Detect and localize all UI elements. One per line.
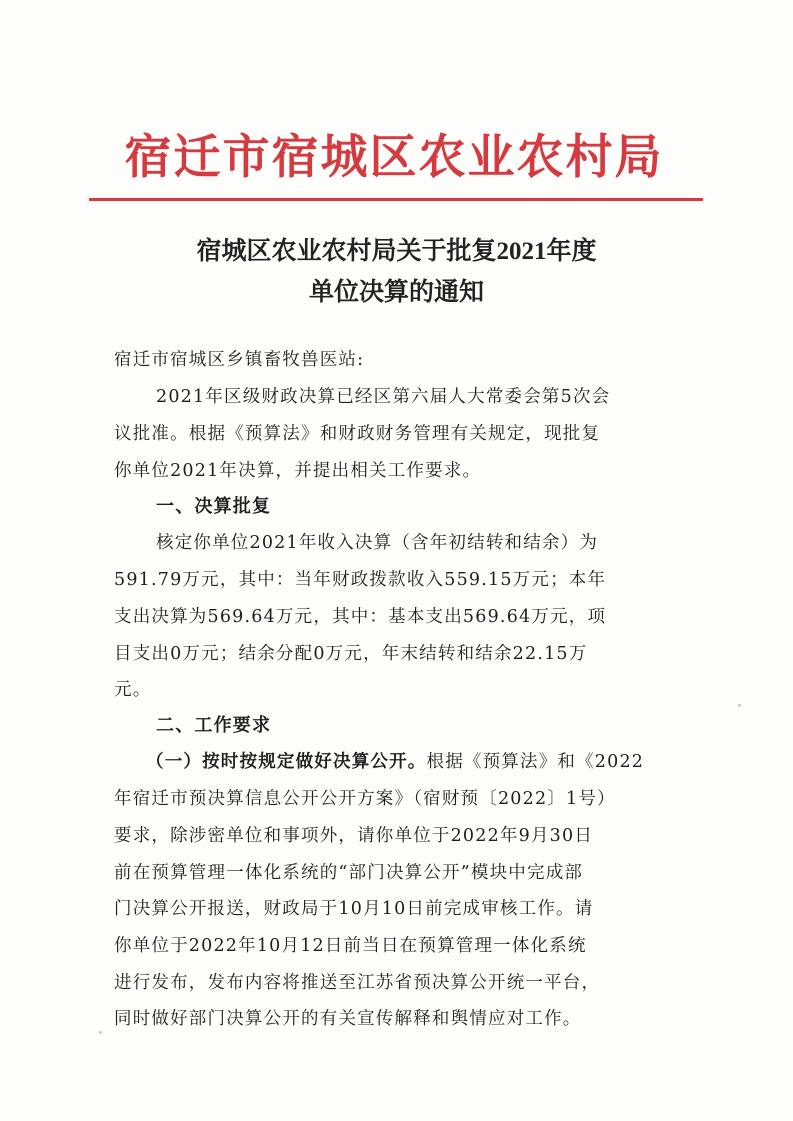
item-1-lead: （一）按时按规定做好决算公开。 xyxy=(146,752,427,772)
intro-line-3: 你单位2021年决算，并提出相关工作要求。 xyxy=(114,461,482,481)
section-2-line-3: 要求，除涉密单位和事项外，请你单位于2022年9月30日 xyxy=(114,826,594,846)
section-1-line-4: 目支出0万元；结余分配0万元，年末结转和结余22.15万 xyxy=(114,644,588,664)
scan-speck xyxy=(99,1031,102,1034)
section-1-line-5: 元。 xyxy=(114,680,152,700)
document-title-line-1: 宿城区农业农村局关于批复2021年度 xyxy=(196,238,597,265)
section-2-line-7: 进行发布，发布内容将推送至江苏省预决算公开统一平台， xyxy=(114,973,601,993)
section-2-line-8: 同时做好部门决算公开的有关宣传解释和舆情应对工作。 xyxy=(114,1009,582,1029)
section-1-heading: 一、决算批复 xyxy=(156,496,272,517)
letterhead-red-rule xyxy=(89,198,703,201)
document-title-line-2: 单位决算的通知 xyxy=(308,279,484,306)
intro-line-2: 议批准。根据《预算法》和财政财务管理有关规定，现批复 xyxy=(114,424,601,444)
letterhead: 宿迁市宿城区农业农村局 xyxy=(124,132,664,184)
section-2-heading: 二、工作要求 xyxy=(156,715,272,736)
section-1-line-1: 核定你单位2021年收入决算（含年初结转和结余）为 xyxy=(156,533,599,553)
section-2-line-5: 门决算公开报送，财政局于10月10日前完成审核工作。请 xyxy=(114,899,594,919)
section-2-item-1-first-line xyxy=(146,749,644,775)
section-2-line-6: 你单位于2022年10月12日前当日在预算管理一体化系统 xyxy=(114,936,587,956)
section-1-line-2: 591.79万元，其中：当年财政拨款收入559.15万元；本年 xyxy=(114,570,607,590)
intro-line-1: 2021年区级财政决算已经区第六届人大常委会第5次会 xyxy=(156,387,611,407)
section-2-line-4: 前在预算管理一体化系统的“部门决算公开”模块中完成部 xyxy=(114,863,584,883)
section-1-line-3: 支出决算为569.64万元，其中：基本支出569.64万元，项 xyxy=(114,607,607,627)
section-2-line-2: 年宿迁市预决算信息公开公开方案》（宿财预〔2022〕1号） xyxy=(114,789,616,809)
recipient: 宿迁市宿城区乡镇畜牧兽医站: xyxy=(114,350,365,370)
item-1-first-rest: 根据《预算法》和《2022 xyxy=(426,752,645,772)
scan-speck xyxy=(738,704,741,707)
